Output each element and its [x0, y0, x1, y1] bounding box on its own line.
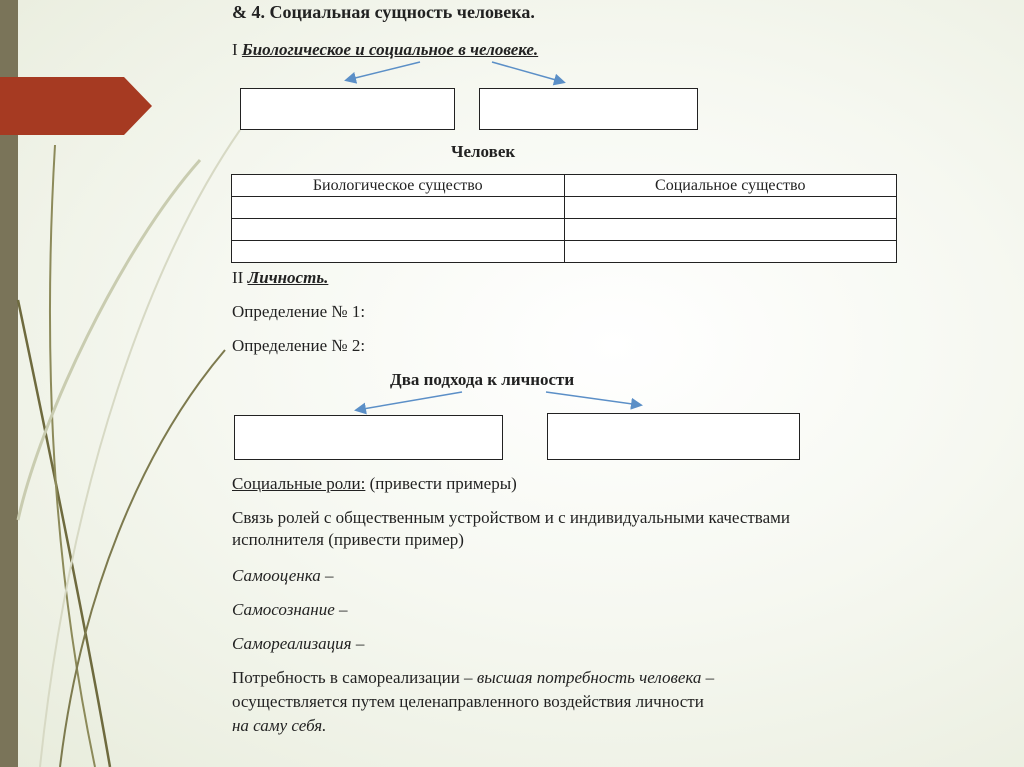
social-roles-line — [232, 474, 517, 494]
arrow-right-1 — [492, 62, 563, 82]
section-2-heading — [232, 268, 328, 288]
arrow-left-1 — [347, 62, 420, 80]
table-row — [232, 197, 897, 219]
section-1-number: I — [232, 40, 238, 59]
section-2-label: Личность. — [247, 268, 329, 287]
self-esteem: Самооценка – — [232, 566, 334, 585]
table-row — [232, 241, 897, 263]
roles-link-line-2: исполнителя (привести пример) — [232, 530, 464, 549]
social-roles-hint: (привести примеры) — [365, 474, 517, 493]
red-arrow-banner — [0, 77, 152, 135]
answer-box-approach-2[interactable] — [547, 413, 800, 460]
table-cell[interactable] — [232, 197, 565, 219]
definition-1: Определение № 1: — [232, 302, 366, 321]
self-awareness: Самосознание – — [232, 600, 348, 619]
person-heading: Человек — [451, 142, 516, 161]
self-realization: Самореализация – — [232, 634, 365, 653]
table-header-row — [232, 175, 897, 197]
section-1-label: Биологическое и социальное в человеке. — [241, 40, 539, 59]
page-title: & 4. Социальная сущность человека. — [232, 2, 535, 22]
roles-link-line-1: Связь ролей с общественным устройством и с индивидуальными качествами — [232, 508, 791, 527]
table-header-biological: Биологическое существо — [232, 175, 565, 197]
table-cell[interactable] — [564, 241, 897, 263]
table-cell[interactable] — [564, 219, 897, 241]
table-row — [232, 219, 897, 241]
table-cell[interactable] — [564, 197, 897, 219]
arrow-left-2 — [357, 392, 462, 410]
need-line-1-plain: Потребность в самореализации – — [232, 668, 477, 687]
definition-2: Определение № 2: — [232, 336, 366, 355]
table-header-social: Социальное существо — [564, 175, 897, 197]
answer-box-social[interactable] — [479, 88, 698, 130]
need-line-1-italic: высшая потребность человека – — [476, 668, 715, 687]
approaches-heading: Два подхода к личности — [390, 370, 575, 389]
table-cell[interactable] — [232, 219, 565, 241]
social-roles-label: Социальные роли: — [232, 474, 366, 493]
need-line-1 — [232, 668, 714, 688]
need-line-3: на саму себя. — [232, 716, 327, 735]
comparison-table — [231, 174, 897, 263]
section-1-heading — [232, 40, 538, 60]
answer-box-biological[interactable] — [240, 88, 455, 130]
section-2-number: II — [232, 268, 244, 287]
need-line-2: осуществляется путем целенаправленного воздействия личности — [232, 692, 704, 711]
answer-box-approach-1[interactable] — [234, 415, 503, 460]
table-cell[interactable] — [232, 241, 565, 263]
arrow-right-2 — [546, 392, 640, 405]
